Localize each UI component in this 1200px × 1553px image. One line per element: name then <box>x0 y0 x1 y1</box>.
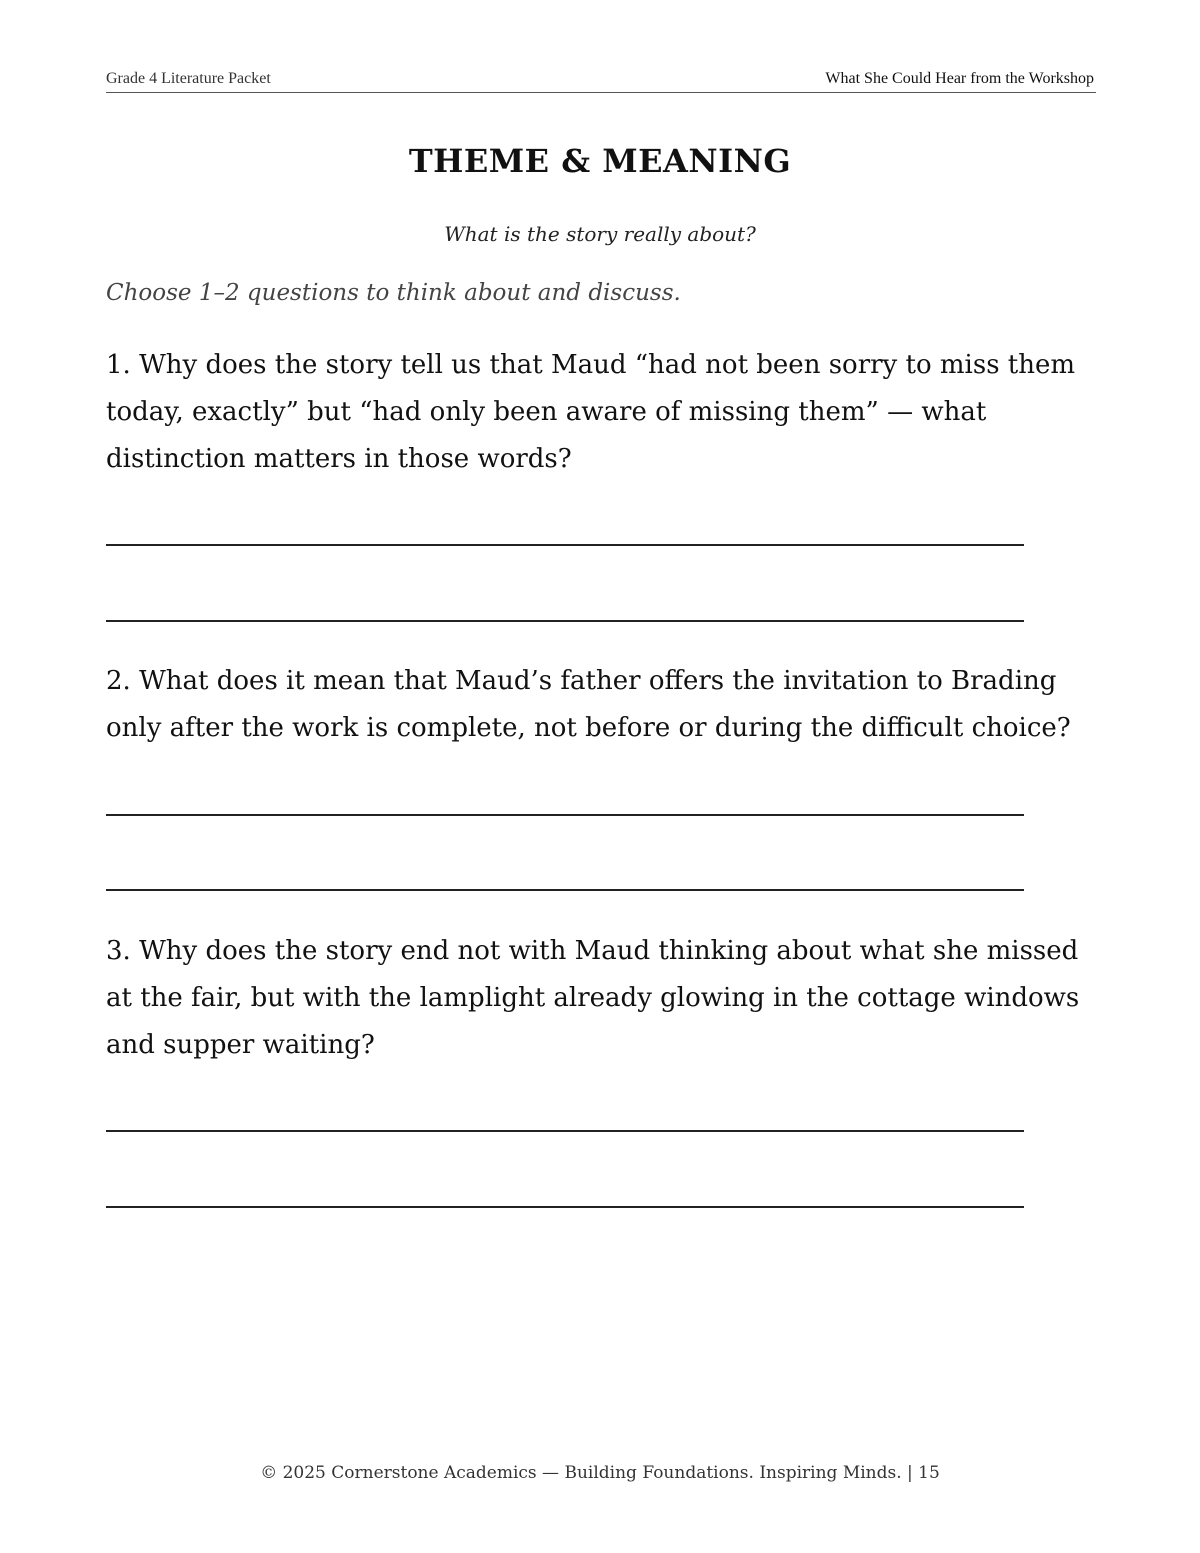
header-packet-title: Grade 4 Literature Packet <box>106 70 271 87</box>
question-2: 2. What does it mean that Maud’s father offers the invitation to Brading only after the work is complete, not before or during the difficult choice? <box>106 666 1071 743</box>
answer-line[interactable] <box>106 544 1024 546</box>
page-footer: © 2025 Cornerstone Academics — Building Foundations. Inspiring Minds. | 15 <box>260 1463 940 1483</box>
page-title: THEME & MEANING <box>408 142 792 180</box>
question-1: 1. Why does the story tell us that Maud “had not been sorry to miss them today, exactly” but “had only been aware of missing them” — what distinction matters in those words? <box>106 350 1076 474</box>
answer-line[interactable] <box>106 1206 1024 1208</box>
answer-line[interactable] <box>106 620 1024 622</box>
answer-line[interactable] <box>106 814 1024 816</box>
page-header <box>106 68 1096 93</box>
page-subtitle: What is the story really about? <box>444 222 756 246</box>
instructions-text: Choose 1–2 questions to think about and discuss. <box>106 280 681 306</box>
answer-line[interactable] <box>106 889 1024 891</box>
question-3: 3. Why does the story end not with Maud thinking about what she missed at the fair, but with the lamplight already glowing in the cottage windows and supper waiting? <box>106 936 1080 1060</box>
answer-line[interactable] <box>106 1130 1024 1132</box>
header-story-title: What She Could Hear from the Workshop <box>825 70 1094 87</box>
